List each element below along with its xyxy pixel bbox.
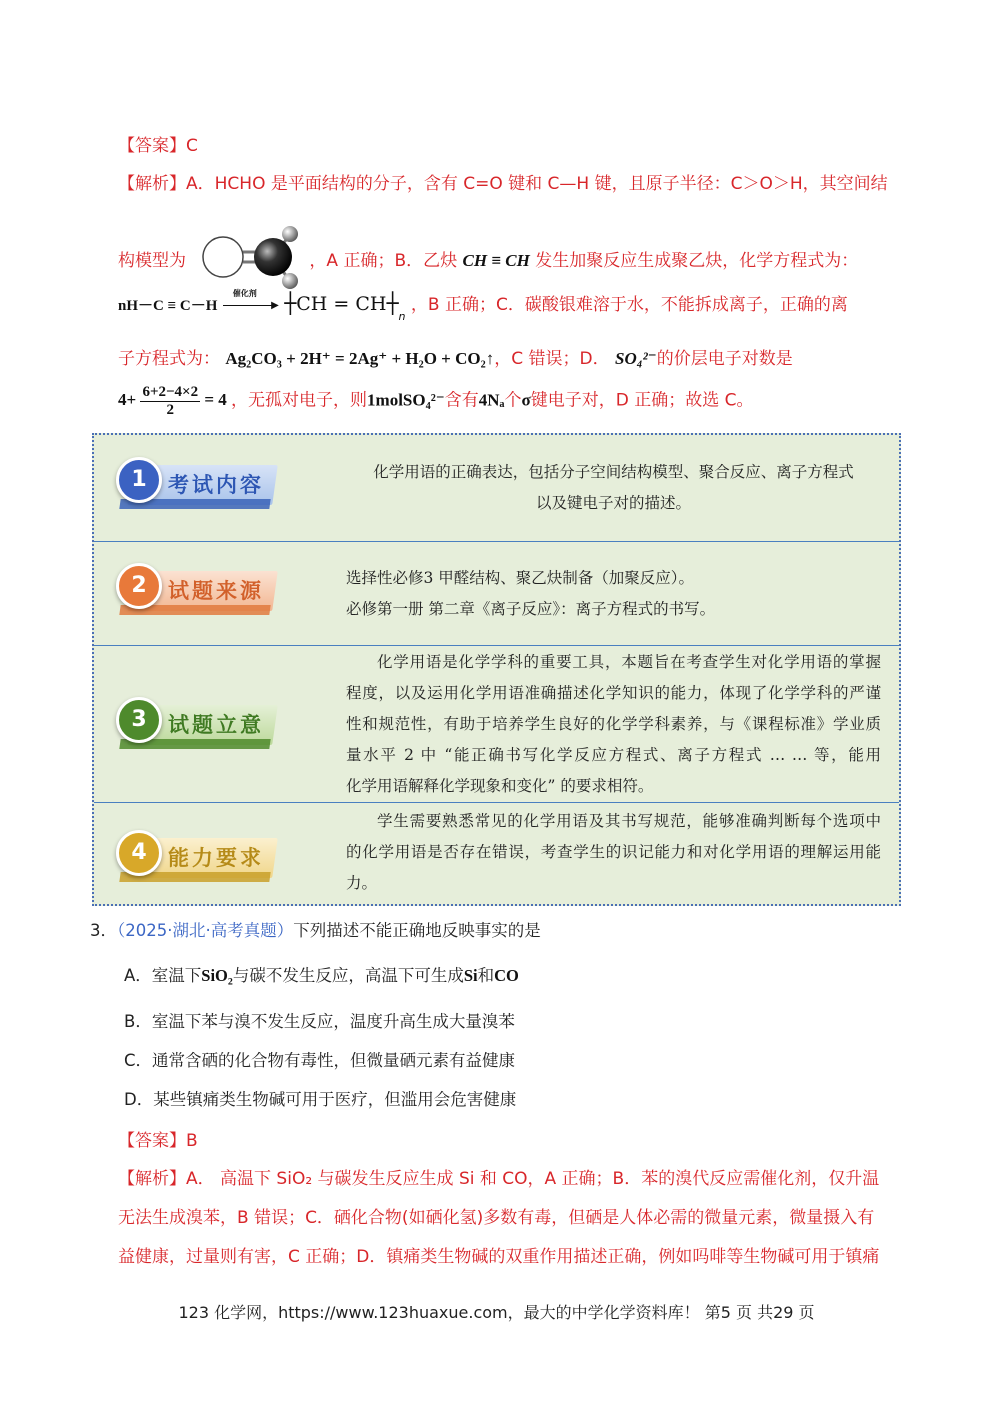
analysis-line-2: 构模型为 ，A 正确；B．乙炔 CH ≡ CH 发生加聚反应生成聚乙炔，化学方程式为： xyxy=(118,226,903,296)
option-a: A．室温下SiO₂与碳不发生反应，高温下可生成Si和CO xyxy=(124,966,519,985)
info-row-ability: 4 能力要求 学生需要熟悉常见的化学用语及其书写规范，能够准确判断每个选项中 的化学用语是否存在错误，考查学生的识记能力和对化学用语的理解运用能 力。 xyxy=(94,802,899,906)
ball-stick-model-icon xyxy=(191,222,309,292)
tag-exam-content: 1 考试内容 xyxy=(116,459,276,511)
analysis-line-1: 【解析】A．HCHO 是平面结构的分子，含有 C=O 键和 C—H 键，且原子半径：C＞O＞H，其空间结 xyxy=(118,174,888,194)
answer-line-2: 【答案】B xyxy=(118,1131,198,1151)
tag-source: 2 试题来源 xyxy=(116,565,276,617)
equation-ionic: Ag₂CO₃ + 2H⁺ = 2Ag⁺ + H₂O + CO₂↑ xyxy=(225,349,495,368)
question-text: 下列描述不能正确地反映事实的是 xyxy=(293,921,541,940)
question-3-stem xyxy=(90,917,903,941)
analysis2-line-1: 【解析】A． 高温下 SiO₂ 与碳发生反应生成 Si 和 CO，A 正确；B．苯的溴代反应需催化剂，仅升温 xyxy=(118,1169,880,1189)
option-c: C．通常含硒的化合物有毒性，但微量硒元素有益健康 xyxy=(124,1051,516,1070)
info-row-source: 2 试题来源 选择性必修3 甲醛结构、聚乙炔制备（加聚反应）。 必修第一册 第二章《离子反应》：离子方程式的书写。 xyxy=(94,541,899,645)
analysis-line-4: 子方程式为： Ag₂CO₃ + 2H⁺ = 2Ag⁺ + H₂O + CO₂↑，C 错误；D． SO₄²⁻的价层电子对数是 xyxy=(118,349,793,369)
analysis-line-3: nH－C ≡ C－H 催化剂 ▶ ┼CH = $CH┼_n$ ，B 正确；C．碳酸银难溶于水，不能拆成离子，正确的离 xyxy=(118,289,848,324)
analysis-line-5: 4+ $\frac{6+2-4\times 2}{2}$ = 4 ，无孤对电子，则1molSO₄²⁻含有4Nₐ个σ键电子对，D 正确；故选 C。 xyxy=(118,384,754,418)
question-number: 3． xyxy=(90,921,117,940)
answer-line-1 xyxy=(118,131,903,156)
tag-intent: 3 试题立意 xyxy=(116,699,276,751)
fraction: $\frac{6+2-4\times 2}{2}$ xyxy=(142,384,199,418)
page-footer: 123 化学网，https://www.123huaxue.com，最大的中学化学资料库！ 第5 页 共29 页 xyxy=(178,1303,815,1322)
analysis2-line-2: 无法生成溴苯，B 错误；C．硒化合物(如硒化氢)多数有毒，但硒是人体必需的微量元素，微量摄入有 xyxy=(118,1208,875,1228)
hcho-model-image xyxy=(191,222,309,292)
sulfate-formula: SO₄²⁻ xyxy=(615,349,657,368)
answer-value: C xyxy=(186,136,198,156)
valence-formula: 4+ $\frac{6+2-4\times 2}{2}$ = 4 xyxy=(118,384,227,418)
analysis-info-box xyxy=(92,433,901,906)
equation-polymerization: nH－C ≡ C－H 催化剂 ▶ ┼CH = $CH┼_n$ xyxy=(118,289,406,324)
answer-label: 【答案】 xyxy=(118,136,186,156)
tag-ability: 4 能力要求 xyxy=(116,832,276,884)
option-d: D．某些镇痛类生物碱可用于医疗，但滥用会危害健康 xyxy=(124,1090,517,1109)
analysis-label: 【解析】 xyxy=(118,174,186,194)
question-source: （2025·湖北·高考真题） xyxy=(117,921,294,940)
info-row-exam-content: 1 考试内容 化学用语的正确表达，包括分子空间结构模型、聚合反应、离子方程式 以及键电子对的描述。 xyxy=(94,435,899,541)
info-row-intent: 3 试题立意 化学用语是化学学科的重要工具，本题旨在考查学生对化学用语的掌握 程度，以及运用化学用语准确描述化学知识的能力，体现了化学学科的严谨 性和规范性，有助于培养学生良好的化学学科素养，与《课程标准》学业质 量水平 2 中 “能正确书写化学反应方程式、离子方程式 … … 等，能用 化学用语解释化学现象和变化” 的要求相符。 xyxy=(94,645,899,802)
analysis2-line-3: 益健康，过量则有害，C 正确；D．镇痛类生物碱的双重作用描述正确，例如吗啡等生物碱可用于镇痛 xyxy=(118,1247,880,1267)
option-b: B．室温下苯与溴不发生反应，温度升高生成大量溴苯 xyxy=(124,1012,515,1031)
